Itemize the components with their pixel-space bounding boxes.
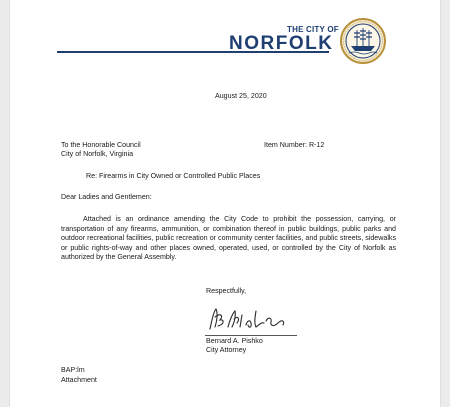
letterhead-norfolk: NORFOLK (229, 33, 334, 54)
closing: Respectfully, (206, 287, 247, 295)
item-number: Item Number: R-12 (264, 141, 325, 149)
enclosure-note: Attachment (61, 376, 97, 384)
handwritten-signature (206, 305, 296, 335)
signer-title: City Attorney (206, 346, 247, 354)
letter-body: Attached is an ordinance amending the City Code to prohibit the possession, carrying, or transportation of any firearms, ammunition, or combination thereof in public buildings, public parks and outdoor recreational facilities, public recreation or community center facilities, and public streets, sidewalks or public rights-of-way and other places owned, operated, used, or controlled by the City of Norfolk as authorized by the General Assembly. (61, 215, 396, 262)
recipient-line-1: To the Honorable Council (61, 141, 141, 149)
signer-name: Bernard A. Pishko (206, 337, 263, 345)
recipient-line-2: City of Norfolk, Virginia (61, 150, 134, 158)
letterhead-city-of: THE CITY OF (287, 25, 339, 34)
typist-initials: BAP:lm (61, 366, 85, 374)
letter-date: August 25, 2020 (215, 92, 267, 100)
city-seal-icon (340, 18, 386, 64)
letter-page (10, 0, 440, 407)
salutation: Dear Ladies and Gentlemen: (61, 193, 152, 201)
signature-rule (205, 335, 297, 336)
subject-line: Re: Firearms in City Owned or Controlled Public Places (86, 172, 261, 180)
